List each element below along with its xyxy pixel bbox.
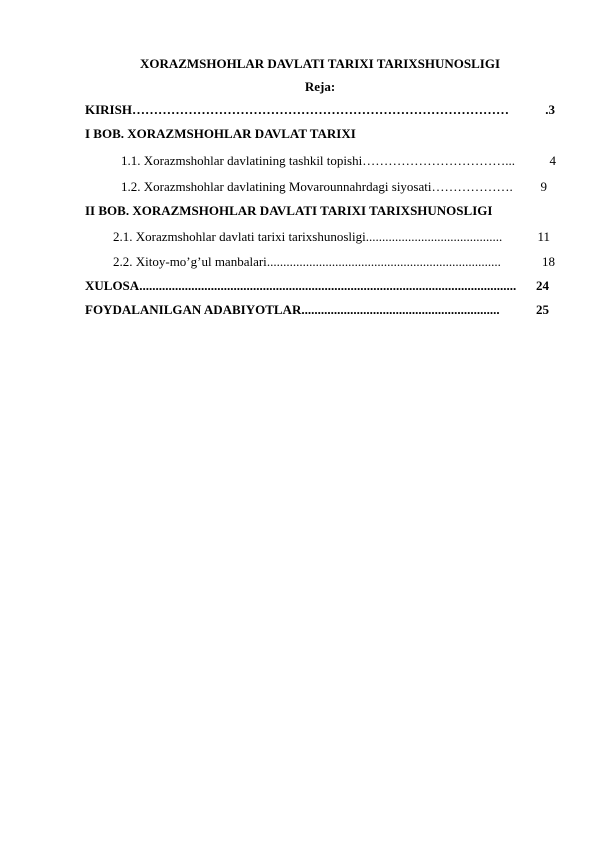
toc-leader-dots: ........................................................................ xyxy=(266,254,501,269)
toc-leader-dots: …………………………………………………………………………… xyxy=(131,102,509,117)
toc-page-number: 9 xyxy=(540,179,547,194)
toc-page-number: .3 xyxy=(545,102,555,117)
document-title: XORAZMSHOHLAR DAVLATI TARIXI TARIXSHUNOSLIGI xyxy=(139,56,501,71)
toc-entry-label: 1.2. Xorazmshohlar davlatining Movarounnahrdagi siyosati xyxy=(121,179,432,194)
toc-page-number: 18 xyxy=(542,254,555,269)
toc-page-number: 4 xyxy=(549,153,556,168)
toc-entry-label: 1.1. Xorazmshohlar davlatining tashkil topishi xyxy=(121,153,363,168)
toc-leader-dots: ………………. xyxy=(431,179,513,194)
toc-entry-kirish xyxy=(85,102,555,118)
toc-entry-label: 2.2. Xitoy-mo’g’ul manbalari xyxy=(113,254,267,269)
toc-chapter-1-heading: I BOB. XORAZMSHOHLAR DAVLAT TARIXI xyxy=(85,126,356,141)
toc-leader-dots: ……………………………... xyxy=(362,153,515,168)
toc-entry-adabiyotlar xyxy=(85,302,549,318)
toc-leader-dots: .......................................... xyxy=(365,229,503,244)
toc-entry-label: KIRISH xyxy=(85,102,132,117)
toc-entry-2-2 xyxy=(113,254,555,270)
toc-entry-xulosa xyxy=(85,278,549,294)
toc-entry-label: 2.1. Xorazmshohlar davlati tarixi tarixshunosligi xyxy=(113,229,366,244)
document-subtitle: Reja: xyxy=(304,79,336,94)
toc-entry-label: XULOSA xyxy=(85,278,140,293)
toc-entry-label: FOYDALANILGAN ADABIYOTLAR xyxy=(85,302,302,317)
toc-entry-1-2 xyxy=(121,179,547,195)
toc-entry-2-1 xyxy=(113,229,550,245)
toc-entry-1-1 xyxy=(121,153,556,169)
toc-leader-dots: .................................................................................................................... xyxy=(139,278,517,293)
toc-page-number: 24 xyxy=(536,278,549,293)
toc-leader-dots: ............................................................. xyxy=(301,302,500,317)
toc-page-number: 11 xyxy=(537,229,550,244)
toc-chapter-2-heading: II BOB. XORAZMSHOHLAR DAVLATI TARIXI TARIXSHUNOSLIGI xyxy=(85,203,493,218)
toc-page-number: 25 xyxy=(536,302,549,317)
